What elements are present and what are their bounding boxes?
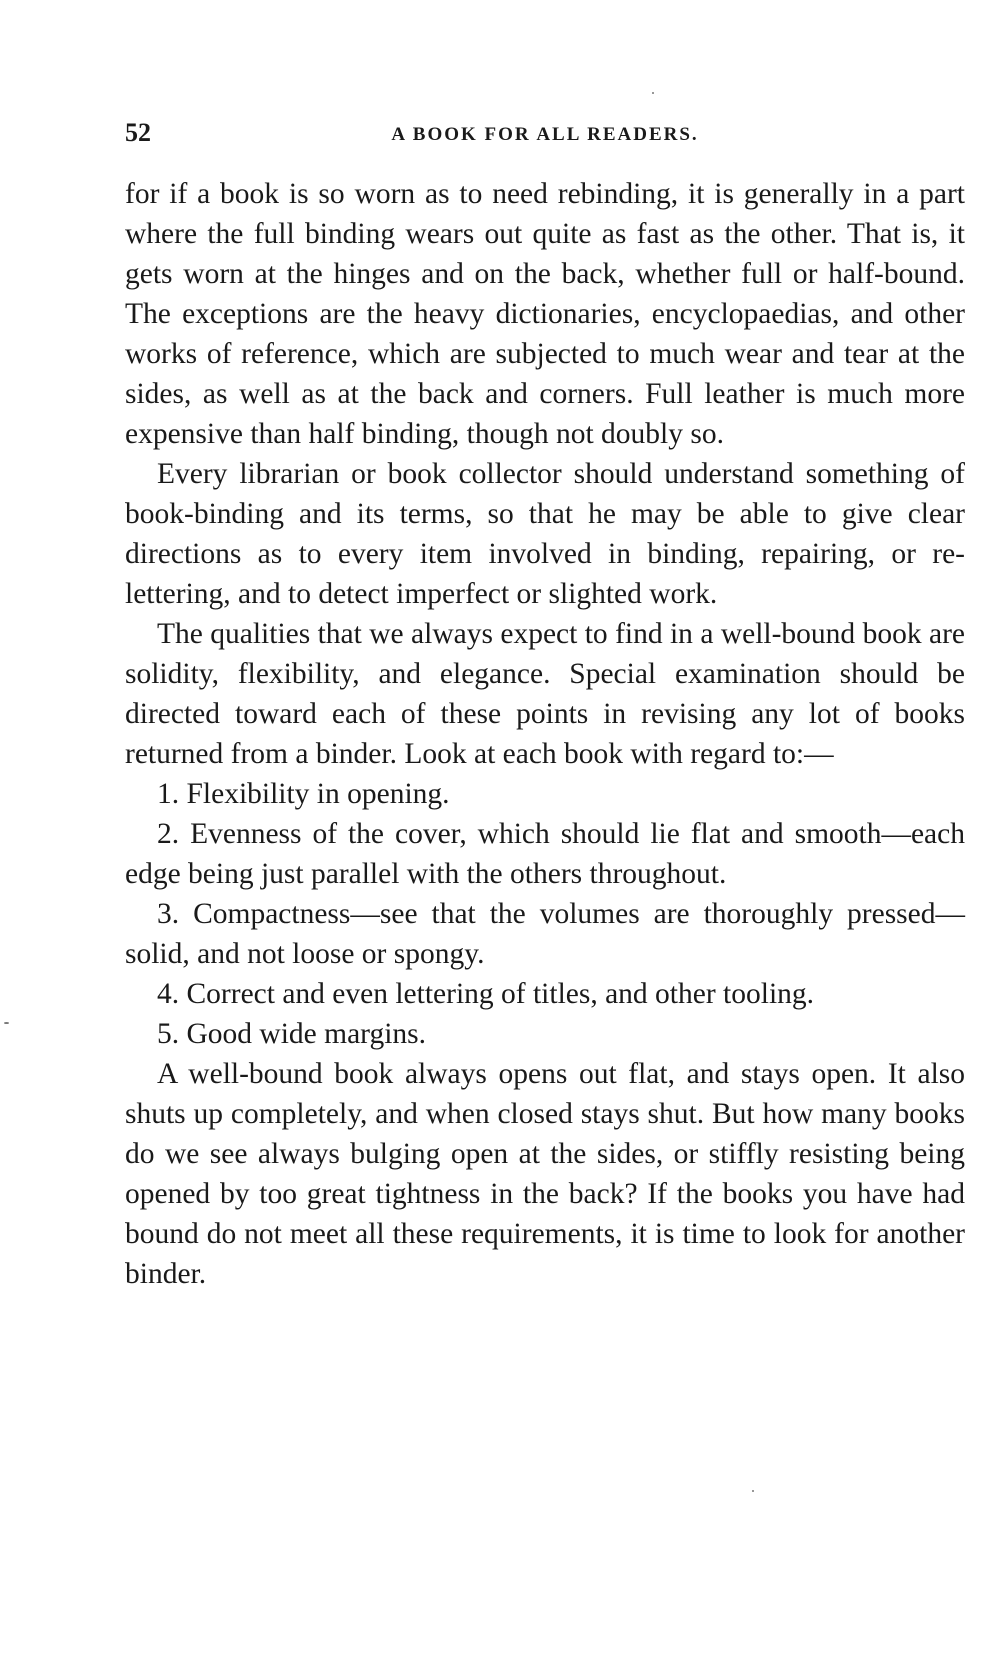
list-item-margins: 5. Good wide margins.: [157, 1018, 427, 1050]
body-text: [125, 174, 965, 1294]
page-number: 52: [125, 118, 151, 147]
running-head: [125, 118, 965, 158]
paragraph-qualities: The qualities that we always expect to find in a well-bound book are solidity, flexibility, and elegance. Special examination should be directed toward each of these points in revising any lot of books returned from a binder. Look at each book with regard to:—: [125, 618, 965, 770]
paragraph-librarian: Every librarian or book collector should understand something of book-binding and its terms, so that he may be able to give clear directions as to every item involved in binding, repairing, or re-lettering, and to detect imperfect or slighted work.: [125, 458, 965, 610]
list-item-evenness: 2. Evenness of the cover, which should lie flat and smooth—each edge being just parallel with the others throughout.: [125, 818, 965, 890]
list-item-lettering: 4. Correct and even lettering of titles, and other tooling.: [157, 978, 815, 1010]
list-item-flexibility: 1. Flexibility in opening.: [157, 778, 450, 810]
print-speck: [752, 1490, 754, 1492]
paragraph-well-bound: A well-bound book always opens out flat, and stays open. It also shuts up completely, and when closed stays shut. But how many books do we see always bulging open at the sides, or stiffly resisting being opened by too great tightness in the back? If the books you have had bound do not meet all these requirements, it is time to look for another binder.: [125, 1058, 965, 1290]
book-page: [125, 118, 965, 1294]
print-speck: [652, 92, 654, 94]
list-item-compactness: 3. Compactness—see that the volumes are thoroughly pressed—solid, and not loose or spongy.: [125, 898, 965, 970]
running-title: A BOOK FOR ALL READERS.: [391, 124, 699, 145]
paragraph-rebinding: for if a book is so worn as to need rebinding, it is generally in a part where the full binding wears out quite as fast as the other. That is, it gets worn at the hinges and on the back, whether full or half-bound. The exceptions are the heavy dictionaries, encyclopaedias, and other works of reference, which are subjected to much wear and tear at the sides, as well as at the back and corners. Full leather is much more expensive than half binding, though not doubly so.: [125, 178, 965, 450]
print-speck: [4, 1022, 9, 1024]
